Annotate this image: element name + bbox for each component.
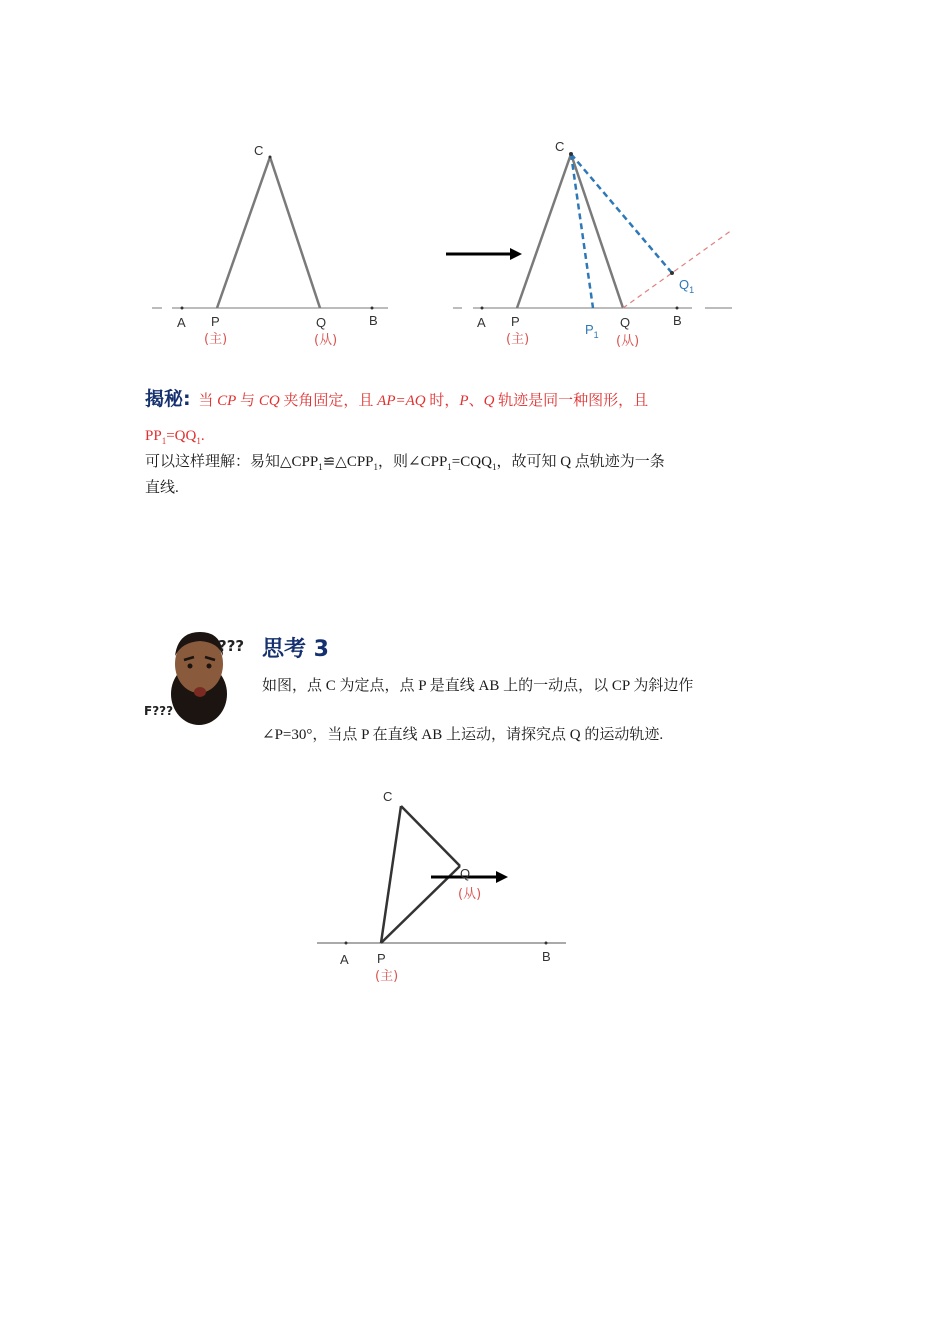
point-a — [345, 942, 348, 945]
label-a: A — [477, 315, 486, 330]
label-q: Q — [620, 315, 631, 330]
label-a: A — [340, 952, 349, 967]
label-slave: (从) — [458, 887, 482, 902]
label-master: (主) — [375, 969, 399, 984]
label-slave: (从) — [314, 333, 338, 348]
point-b — [545, 942, 548, 945]
label-master: (主) — [506, 332, 530, 347]
label-b: B — [542, 949, 551, 964]
label-master: (主) — [204, 332, 228, 347]
label-p1: $P_1$ — [585, 322, 599, 340]
label-b: B — [673, 313, 682, 328]
think-line-2: ∠P=30°，当点 P 在直线 AB 上运动，请探究点 Q 的运动轨迹. — [262, 727, 664, 743]
think-title: 思考 3 — [262, 637, 329, 662]
segment-cq — [401, 806, 460, 866]
label-q1: $Q_1$ — [679, 277, 695, 295]
label-c: C — [555, 139, 565, 154]
mascot-qmarks-top: ??? — [218, 637, 245, 655]
segment-cp — [381, 806, 401, 943]
reveal-line-3: 可以这样理解：易知$\triangle CPP_1≌\triangle CPP_1$，则$\angle CPP_1=CQQ_1$，故可知 Q 点轨迹为一条 — [145, 454, 665, 472]
mascot-qmarks-left: F??? — [144, 704, 174, 718]
label-q: Q — [460, 866, 471, 881]
reveal-title: 揭秘: — [145, 388, 191, 410]
label-p: P — [511, 314, 520, 329]
reveal-line-4: 直线. — [145, 480, 179, 496]
label-slave: (从) — [616, 334, 640, 349]
label-a: A — [177, 315, 186, 330]
reveal-statement: 当 CP 与 CQ 夹角固定，且 AP=AQ 时，P、Q 轨迹是同一种图形，且 — [198, 393, 649, 409]
reveal-line-2: $PP_1=QQ_1$. — [145, 428, 205, 446]
label-p: P — [211, 314, 220, 329]
arrow-head — [496, 871, 508, 883]
label-p: P — [377, 951, 386, 966]
label-c: C — [254, 143, 264, 158]
label-c: C — [383, 789, 393, 804]
label-q: Q — [316, 315, 327, 330]
label-b: B — [369, 313, 378, 328]
think-line-1: 如图，点 C 为定点，点 P 是直线 AB 上的一动点，以 CP 为斜边作 — [262, 678, 694, 694]
